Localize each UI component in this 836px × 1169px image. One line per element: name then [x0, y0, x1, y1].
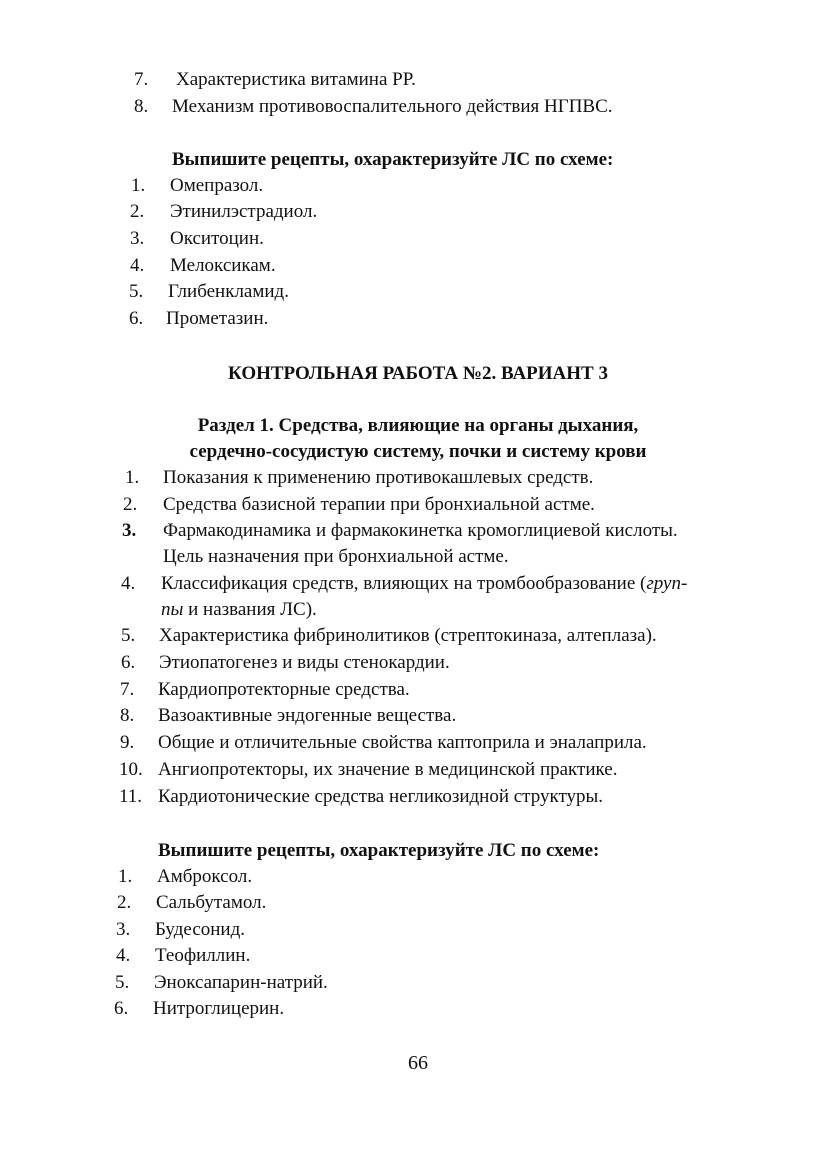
question-number: 4. [121, 573, 136, 594]
list-item-number: 2. [117, 892, 132, 913]
question-text-line1 [161, 571, 687, 597]
list-item-text: Будесонид. [155, 919, 245, 940]
recipes-heading: Выпишите рецепты, охарактеризуйте ЛС по схеме: [158, 840, 600, 861]
list-item-text: Амброксол. [157, 866, 253, 887]
question-number: 11. [119, 786, 143, 807]
recipes-heading: Выпишите рецепты, охарактеризуйте ЛС по схеме: [172, 149, 614, 170]
question-text-italic: груп- [646, 573, 688, 594]
list-item-number: 2. [130, 201, 145, 222]
list-item-number: 1. [118, 866, 133, 887]
list-item-number: 3. [130, 228, 145, 249]
question-number: 8. [120, 705, 135, 726]
question-text-part: Классификация средств, влияющих на тромбообразование ( [161, 573, 647, 594]
page-number: 66 [408, 1052, 428, 1074]
question-text: Показания к применению противокашлевых средств. [163, 467, 594, 488]
question-number: 2. [123, 494, 138, 515]
question-number: 6. [121, 652, 136, 673]
control-work-title: КОНТРОЛЬНАЯ РАБОТА №2. ВАРИАНТ 3 [228, 363, 608, 384]
question-number: 5. [121, 625, 136, 646]
question-number: 7. [120, 679, 135, 700]
section-title-line1: Раздел 1. Средства, влияющие на органы дыхания, [197, 415, 639, 436]
question-text-italic: пы [161, 599, 184, 620]
list-item-number: 4. [116, 945, 131, 966]
list-item-number: 5. [129, 281, 144, 302]
list-item-text: Глибенкламид. [168, 281, 289, 302]
list-item-number: 6. [114, 998, 129, 1019]
list-item-text: Механизм противовоспалительного действия НГПВС. [172, 96, 613, 117]
list-item-number: 5. [115, 972, 130, 993]
list-item-text: Прометазин. [166, 308, 269, 329]
question-text: Этиопатогенез и виды стенокардии. [159, 652, 450, 673]
question-number: 9. [120, 732, 135, 753]
list-item-text: Окситоцин. [170, 228, 264, 249]
question-number: 1. [125, 467, 140, 488]
question-text: Общие и отличительные свойства каптоприла и эналаприла. [158, 732, 647, 753]
list-item-number: 6. [129, 308, 144, 329]
question-number: 10. [119, 759, 143, 780]
question-text: Кардиотонические средства негликозидной структуры. [158, 786, 604, 807]
question-text-line1: Фармакодинамика и фармакокинетка кромоглициевой кислоты. [163, 520, 678, 541]
question-text-line2 [161, 597, 317, 623]
list-item-text: Теофиллин. [155, 945, 251, 966]
list-item-number: 1. [131, 175, 146, 196]
question-text-line2: Цель назначения при бронхиальной астме. [163, 546, 509, 567]
list-item-number: 8. [134, 96, 149, 117]
list-item-text: Омепразол. [170, 175, 264, 196]
question-text: Ангиопротекторы, их значение в медицинской практике. [158, 759, 618, 780]
section-title-line2: сердечно-сосудистую систему, почки и систему крови [189, 441, 647, 462]
list-item-text: Эноксапарин-натрий. [154, 972, 328, 993]
list-item-number: 7. [134, 69, 149, 90]
question-text: Характеристика фибринолитиков (стрептокиназа, алтеплаза). [159, 625, 657, 646]
question-text-part: и названия ЛС). [183, 599, 317, 620]
list-item-text: Мелоксикам. [170, 255, 276, 276]
list-item-text: Нитроглицерин. [153, 998, 285, 1019]
list-item-text: Этинилэстрадиол. [170, 201, 318, 222]
question-number: 3. [122, 520, 137, 541]
list-item-number: 4. [130, 255, 145, 276]
question-text: Средства базисной терапии при бронхиальной астме. [163, 494, 595, 515]
question-text: Вазоактивные эндогенные вещества. [158, 705, 457, 726]
question-text: Кардиопротекторные средства. [158, 679, 410, 700]
list-item-text: Характеристика витамина PP. [176, 69, 416, 90]
list-item-number: 3. [116, 919, 131, 940]
list-item-text: Сальбутамол. [156, 892, 267, 913]
